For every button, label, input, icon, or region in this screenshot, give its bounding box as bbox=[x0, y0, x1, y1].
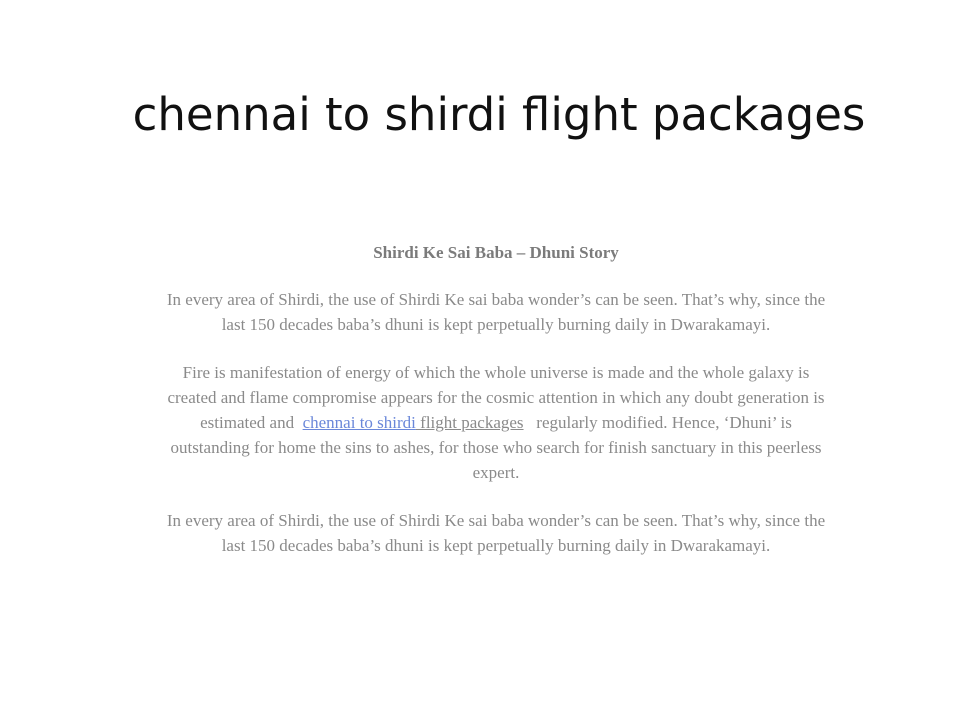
paragraph-2 bbox=[100, 360, 892, 485]
slide-title: chennai to shirdi flight packages bbox=[132, 88, 866, 141]
paragraph-2-line-2: created and flame compromise appears for the cosmic attention in which any doubt generation is bbox=[167, 388, 825, 407]
paragraph-3-line-1: In every area of Shirdi, the use of Shirdi Ke sai baba wonder’s can be seen. That’s why, since the bbox=[166, 511, 826, 530]
paragraph-2-line-3-start: estimated and bbox=[200, 413, 303, 432]
paragraph-3 bbox=[100, 508, 892, 558]
paragraph-2-line-3-end: regularly modified. Hence, ‘Dhuni’ is bbox=[523, 413, 792, 432]
paragraph-1-line-1: In every area of Shirdi, the use of Shirdi Ke sai baba wonder’s can be seen. That’s why, since the bbox=[166, 290, 826, 309]
paragraph-1-line-2: last 150 decades baba’s dhuni is kept perpetually burning daily in Dwarakamayi. bbox=[221, 315, 771, 334]
paragraph-2-line-1: Fire is manifestation of energy of which the whole universe is made and the whole galaxy is bbox=[182, 363, 810, 382]
paragraph-3-line-2: last 150 decades baba’s dhuni is kept perpetually burning daily in Dwarakamayi. bbox=[221, 536, 771, 555]
paragraph-1 bbox=[100, 287, 892, 337]
paragraph-2-line-5: expert. bbox=[472, 463, 520, 482]
chennai-to-shirdi-link[interactable]: chennai to shirdi bbox=[302, 413, 416, 432]
section-heading: Shirdi Ke Sai Baba – Dhuni Story bbox=[373, 243, 619, 262]
link-tail-text: flight packages bbox=[415, 413, 524, 432]
paragraph-2-line-4: outstanding for home the sins to ashes, for those who search for finish sanctuary in this peerless bbox=[170, 438, 822, 457]
slide-body bbox=[100, 240, 892, 581]
